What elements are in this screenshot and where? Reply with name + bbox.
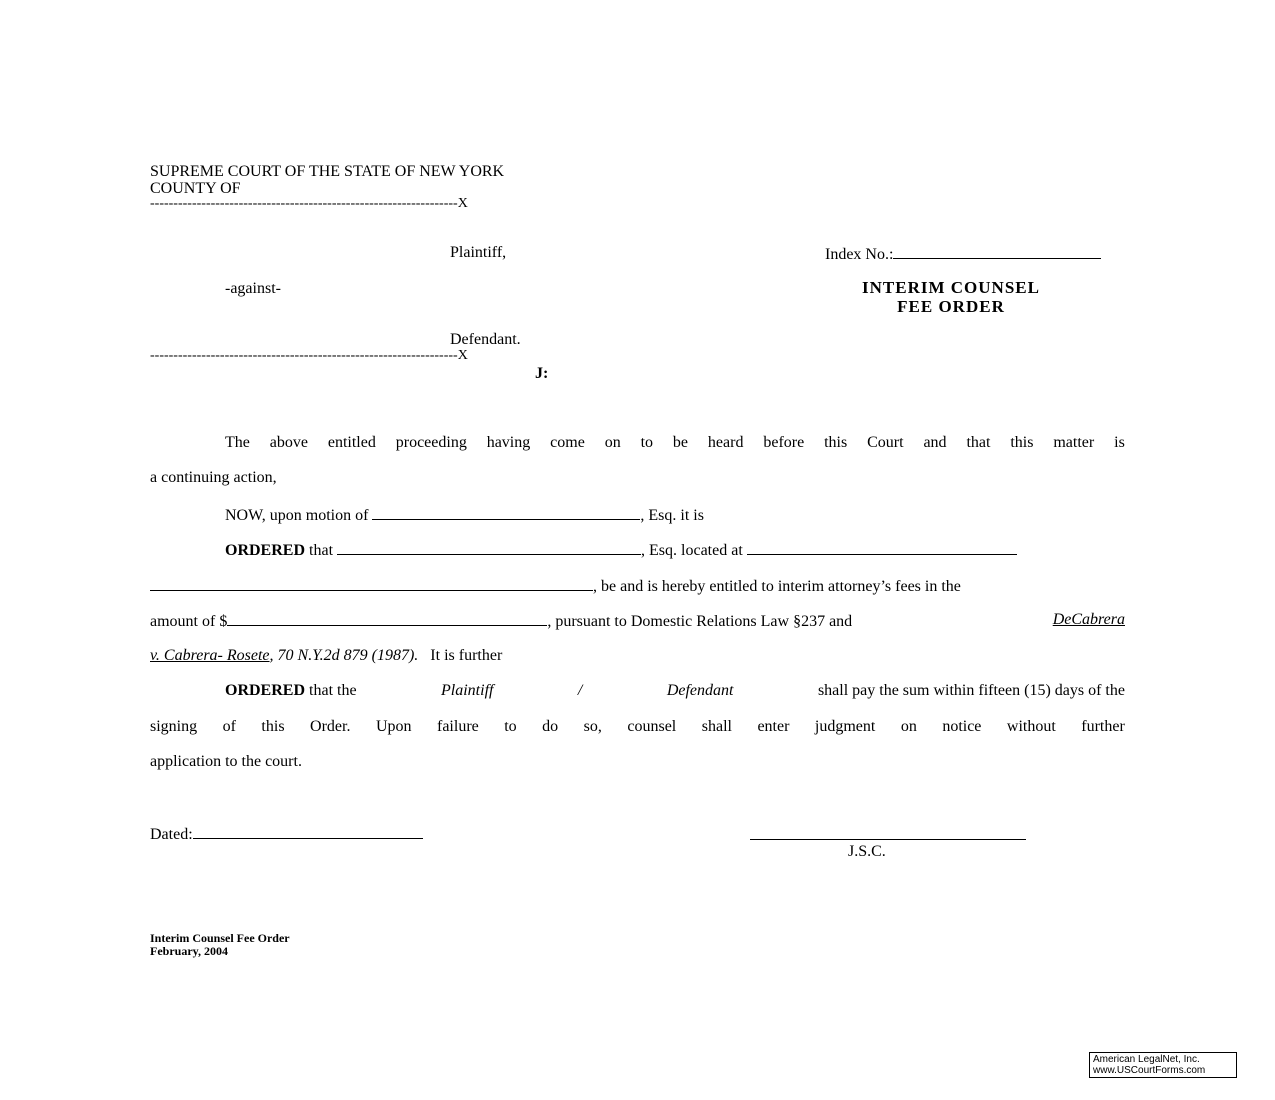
signing-line: signing of this Order. Upon failure to do so, counsel shall enter judgment on notice without further: [150, 718, 1125, 735]
vendor-badge: [1089, 1052, 1237, 1078]
amount-line: [150, 611, 1125, 631]
ordered-label: ORDERED: [225, 542, 306, 559]
case-name-part-2: v. Cabrera- Rosete: [150, 647, 270, 664]
court-name: SUPREME COURT OF THE STATE OF NEW YORK: [150, 163, 505, 180]
index-number-label: Index No.:: [825, 246, 894, 263]
amount-prefix: amount of $: [150, 613, 228, 630]
ordered-line-1: [225, 540, 1017, 560]
party-plaintiff-option[interactable]: Plaintiff: [441, 682, 494, 699]
title-line-2: FEE ORDER: [897, 297, 1005, 316]
entitled-text: , be and is hereby entitled to interim attorney’s fees in the: [593, 578, 961, 595]
citation: , 70 N.Y.2d 879 (1987).: [269, 647, 419, 664]
pay-text: shall pay the sum within fifteen (15) days of the: [817, 682, 1125, 699]
vendor-name: American LegalNet, Inc.: [1093, 1054, 1200, 1065]
vendor-website: www.USCourtForms.com: [1093, 1065, 1206, 1076]
footer-form-date: February, 2004: [150, 944, 228, 958]
counsel-name-field[interactable]: [337, 540, 641, 555]
title-line-1: INTERIM COUNSEL: [862, 278, 1040, 297]
ordered-that: that: [309, 542, 334, 559]
motion-line: [225, 505, 704, 525]
judge-label: J:: [535, 365, 549, 382]
document-title: [825, 278, 1077, 316]
court-header: [150, 163, 504, 197]
counsel-address-continued-field[interactable]: [150, 576, 593, 591]
form-footer: [150, 932, 290, 958]
motion-prefix: NOW, upon motion of: [225, 507, 369, 524]
moving-attorney-field[interactable]: [372, 505, 640, 520]
footer-form-name: Interim Counsel Fee Order: [150, 931, 290, 945]
amount-suffix: , pursuant to Domestic Relations Law §237 and: [547, 613, 853, 630]
index-number-field[interactable]: [893, 244, 1101, 259]
index-number-row: [825, 244, 1101, 264]
dated-label: Dated:: [150, 826, 193, 843]
party-slash: /: [577, 682, 583, 699]
fee-amount-field[interactable]: [227, 611, 547, 626]
defendant-label: Defendant.: [450, 331, 521, 348]
against-label: -against-: [225, 280, 281, 297]
dated-row: [150, 824, 423, 844]
citation-line: [150, 647, 502, 665]
counsel-address-field[interactable]: [747, 540, 1017, 555]
paragraph-1-line-1: The above entitled proceeding having come on to be heard before this Court and that this matter is: [225, 434, 1125, 451]
ordered-label-2: ORDERED: [225, 682, 306, 699]
it-is-further: It is further: [430, 647, 503, 664]
judge-signature-block: [750, 825, 1026, 845]
county-label: COUNTY OF: [150, 180, 241, 197]
jsc-label: J.S.C.: [848, 843, 886, 860]
date-field[interactable]: [193, 824, 423, 839]
motion-suffix: , Esq. it is: [640, 507, 704, 524]
entitled-line: [150, 576, 961, 596]
caption-divider-bottom: ------------------------------------------------------------------X: [150, 348, 468, 363]
case-name-part-1: DeCabrera: [1052, 611, 1125, 628]
judge-signature-field[interactable]: [750, 825, 1026, 840]
ordered-line-2: [225, 682, 1125, 700]
paragraph-1-line-2: a continuing action,: [150, 469, 277, 486]
plaintiff-label: Plaintiff,: [450, 244, 507, 261]
caption-divider-top: ------------------------------------------------------------------X: [150, 196, 468, 211]
party-defendant-option[interactable]: Defendant: [666, 682, 734, 699]
application-line: application to the court.: [150, 753, 302, 770]
esq-located-text: , Esq. located at: [641, 542, 743, 559]
ordered-that-the: that the: [309, 682, 357, 699]
